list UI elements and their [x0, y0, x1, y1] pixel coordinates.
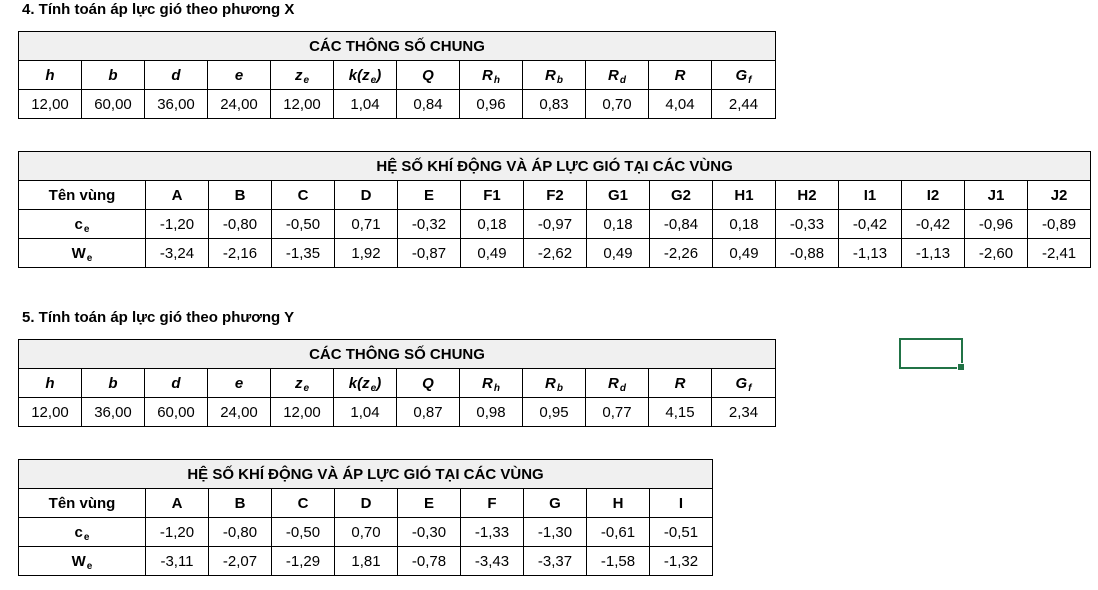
param-value: 60,00: [82, 90, 145, 119]
ce-value: -0,80: [209, 518, 272, 547]
we-value: -1,58: [587, 547, 650, 576]
ce-value: -0,42: [902, 210, 965, 239]
param-subscript: f: [748, 74, 752, 86]
param-value: 0,77: [586, 398, 649, 427]
param-value: 0,96: [460, 90, 523, 119]
ce-value: -1,20: [146, 518, 209, 547]
zone-name: E: [398, 489, 461, 518]
param-value: 36,00: [145, 90, 208, 119]
zone-name: B: [209, 489, 272, 518]
ce-value: 0,71: [335, 210, 398, 239]
section-x-general-table: [18, 31, 776, 119]
ce-value: -0,42: [839, 210, 902, 239]
ce-value: -0,61: [587, 518, 650, 547]
active-cell-selection[interactable]: [899, 338, 963, 369]
ce-subscript: e: [83, 223, 90, 235]
ce-row-label: $c_e$: [19, 210, 146, 239]
param-value: 12,00: [19, 90, 82, 119]
zone-name: C: [272, 489, 335, 518]
ce-value: -0,32: [398, 210, 461, 239]
param-header: $R_h$: [460, 61, 523, 90]
we-value: -1,32: [650, 547, 713, 576]
we-row-label: $W_e$: [19, 547, 146, 576]
we-value: -3,24: [146, 239, 209, 268]
zone-name: J1: [965, 181, 1028, 210]
ce-value: -0,97: [524, 210, 587, 239]
we-value: -0,78: [398, 547, 461, 576]
param-header: h: [19, 61, 82, 90]
we-value: 0,49: [461, 239, 524, 268]
ce-value: -0,30: [398, 518, 461, 547]
param-header: h: [19, 369, 82, 398]
we-row-label: $W_e$: [19, 239, 146, 268]
zone-name: B: [209, 181, 272, 210]
ce-value: -1,20: [146, 210, 209, 239]
ce-value: 0,18: [713, 210, 776, 239]
ce-row-label: $c_e$: [19, 518, 146, 547]
param-header: $k(z_e)$: [334, 61, 397, 90]
we-value: -2,60: [965, 239, 1028, 268]
zone-name: F: [461, 489, 524, 518]
zone-name: J2: [1028, 181, 1091, 210]
param-header: $k(z_e)$: [334, 369, 397, 398]
zones-table-title: HỆ SỐ KHÍ ĐỘNG VÀ ÁP LỰC GIÓ TẠI CÁC VÙNG: [19, 460, 713, 489]
zone-name: G: [524, 489, 587, 518]
ce-value: 0,18: [461, 210, 524, 239]
zone-name: D: [335, 181, 398, 210]
param-value: 2,34: [712, 398, 776, 427]
ce-value: -0,84: [650, 210, 713, 239]
we-value: -1,13: [902, 239, 965, 268]
param-value: 12,00: [271, 398, 334, 427]
zone-name: H1: [713, 181, 776, 210]
we-value: -3,37: [524, 547, 587, 576]
fill-handle[interactable]: [957, 363, 965, 371]
param-subscript: h: [493, 74, 500, 86]
ce-value: -1,33: [461, 518, 524, 547]
ce-value: -0,33: [776, 210, 839, 239]
we-subscript: e: [86, 252, 93, 264]
ce-value: 0,70: [335, 518, 398, 547]
param-header: Q: [397, 369, 460, 398]
param-value: 24,00: [208, 398, 271, 427]
zone-name: G2: [650, 181, 713, 210]
param-header: $R_h$: [460, 369, 523, 398]
zone-name: H2: [776, 181, 839, 210]
param-header: $G_f$: [712, 61, 776, 90]
param-header: R: [649, 61, 712, 90]
we-value: -1,29: [272, 547, 335, 576]
param-header: Q: [397, 61, 460, 90]
param-value: 0,84: [397, 90, 460, 119]
we-value: 0,49: [713, 239, 776, 268]
param-value: 4,15: [649, 398, 712, 427]
param-header: $R_b$: [523, 61, 586, 90]
param-value: 0,95: [523, 398, 586, 427]
ce-value: -1,30: [524, 518, 587, 547]
zone-name: D: [335, 489, 398, 518]
param-header: b: [82, 369, 145, 398]
param-subscript: f: [748, 382, 752, 394]
param-subscript: d: [619, 74, 626, 86]
zone-name: A: [146, 181, 209, 210]
param-value: 0,98: [460, 398, 523, 427]
we-value: -2,26: [650, 239, 713, 268]
zone-name: E: [398, 181, 461, 210]
param-subscript: e: [303, 74, 310, 86]
we-value: -0,88: [776, 239, 839, 268]
param-subscript: e: [303, 382, 310, 394]
section-y-general-table: [18, 339, 776, 427]
param-value: 36,00: [82, 398, 145, 427]
zone-name: C: [272, 181, 335, 210]
param-subscript: b: [556, 74, 563, 86]
ce-value: -0,51: [650, 518, 713, 547]
we-value: -2,62: [524, 239, 587, 268]
we-value: -1,35: [272, 239, 335, 268]
zone-name: F2: [524, 181, 587, 210]
we-value: 1,81: [335, 547, 398, 576]
zone-name: F1: [461, 181, 524, 210]
section-x-heading: 4. Tính toán áp lực gió theo phương X: [22, 1, 295, 18]
general-table-title: CÁC THÔNG SỐ CHUNG: [19, 340, 776, 369]
we-value: 0,49: [587, 239, 650, 268]
param-subscript: b: [556, 382, 563, 394]
zone-name: H: [587, 489, 650, 518]
param-value: 24,00: [208, 90, 271, 119]
param-header: $G_f$: [712, 369, 776, 398]
param-header: $R_b$: [523, 369, 586, 398]
param-subscript: e: [370, 74, 377, 86]
param-header: d: [145, 61, 208, 90]
param-header: $R_d$: [586, 61, 649, 90]
ce-value: -0,80: [209, 210, 272, 239]
param-subscript: d: [619, 382, 626, 394]
zone-name-header: Tên vùng: [19, 489, 146, 518]
general-table-title: CÁC THÔNG SỐ CHUNG: [19, 32, 776, 61]
we-value: -2,16: [209, 239, 272, 268]
param-value: 0,83: [523, 90, 586, 119]
zones-table-title: HỆ SỐ KHÍ ĐỘNG VÀ ÁP LỰC GIÓ TẠI CÁC VÙNG: [19, 152, 1091, 181]
zone-name: G1: [587, 181, 650, 210]
section-y-zones-table: [18, 459, 713, 576]
param-header: e: [208, 369, 271, 398]
we-value: -1,13: [839, 239, 902, 268]
zone-name: I2: [902, 181, 965, 210]
we-value: -0,87: [398, 239, 461, 268]
ce-value: 0,18: [587, 210, 650, 239]
we-value: -2,41: [1028, 239, 1091, 268]
ce-subscript: e: [83, 531, 90, 543]
zone-name-header: Tên vùng: [19, 181, 146, 210]
param-header: b: [82, 61, 145, 90]
we-value: 1,92: [335, 239, 398, 268]
we-value: -3,11: [146, 547, 209, 576]
param-subscript: e: [370, 382, 377, 394]
param-subscript: h: [493, 382, 500, 394]
section-x-zones-table: [18, 151, 1091, 268]
param-header: R: [649, 369, 712, 398]
param-header: e: [208, 61, 271, 90]
zone-name: I: [650, 489, 713, 518]
we-value: -2,07: [209, 547, 272, 576]
zone-name: A: [146, 489, 209, 518]
param-value: 1,04: [334, 90, 397, 119]
param-value: 4,04: [649, 90, 712, 119]
param-header: d: [145, 369, 208, 398]
param-value: 12,00: [271, 90, 334, 119]
param-value: 2,44: [712, 90, 776, 119]
zone-name: I1: [839, 181, 902, 210]
section-y-heading: 5. Tính toán áp lực gió theo phương Y: [22, 309, 295, 326]
ce-value: -0,96: [965, 210, 1028, 239]
param-header: $z_e$: [271, 61, 334, 90]
we-subscript: e: [86, 560, 93, 572]
param-value: 0,87: [397, 398, 460, 427]
param-header: $z_e$: [271, 369, 334, 398]
param-value: 60,00: [145, 398, 208, 427]
param-value: 0,70: [586, 90, 649, 119]
ce-value: -0,89: [1028, 210, 1091, 239]
ce-value: -0,50: [272, 518, 335, 547]
param-value: 12,00: [19, 398, 82, 427]
param-header: $R_d$: [586, 369, 649, 398]
we-value: -3,43: [461, 547, 524, 576]
param-value: 1,04: [334, 398, 397, 427]
ce-value: -0,50: [272, 210, 335, 239]
